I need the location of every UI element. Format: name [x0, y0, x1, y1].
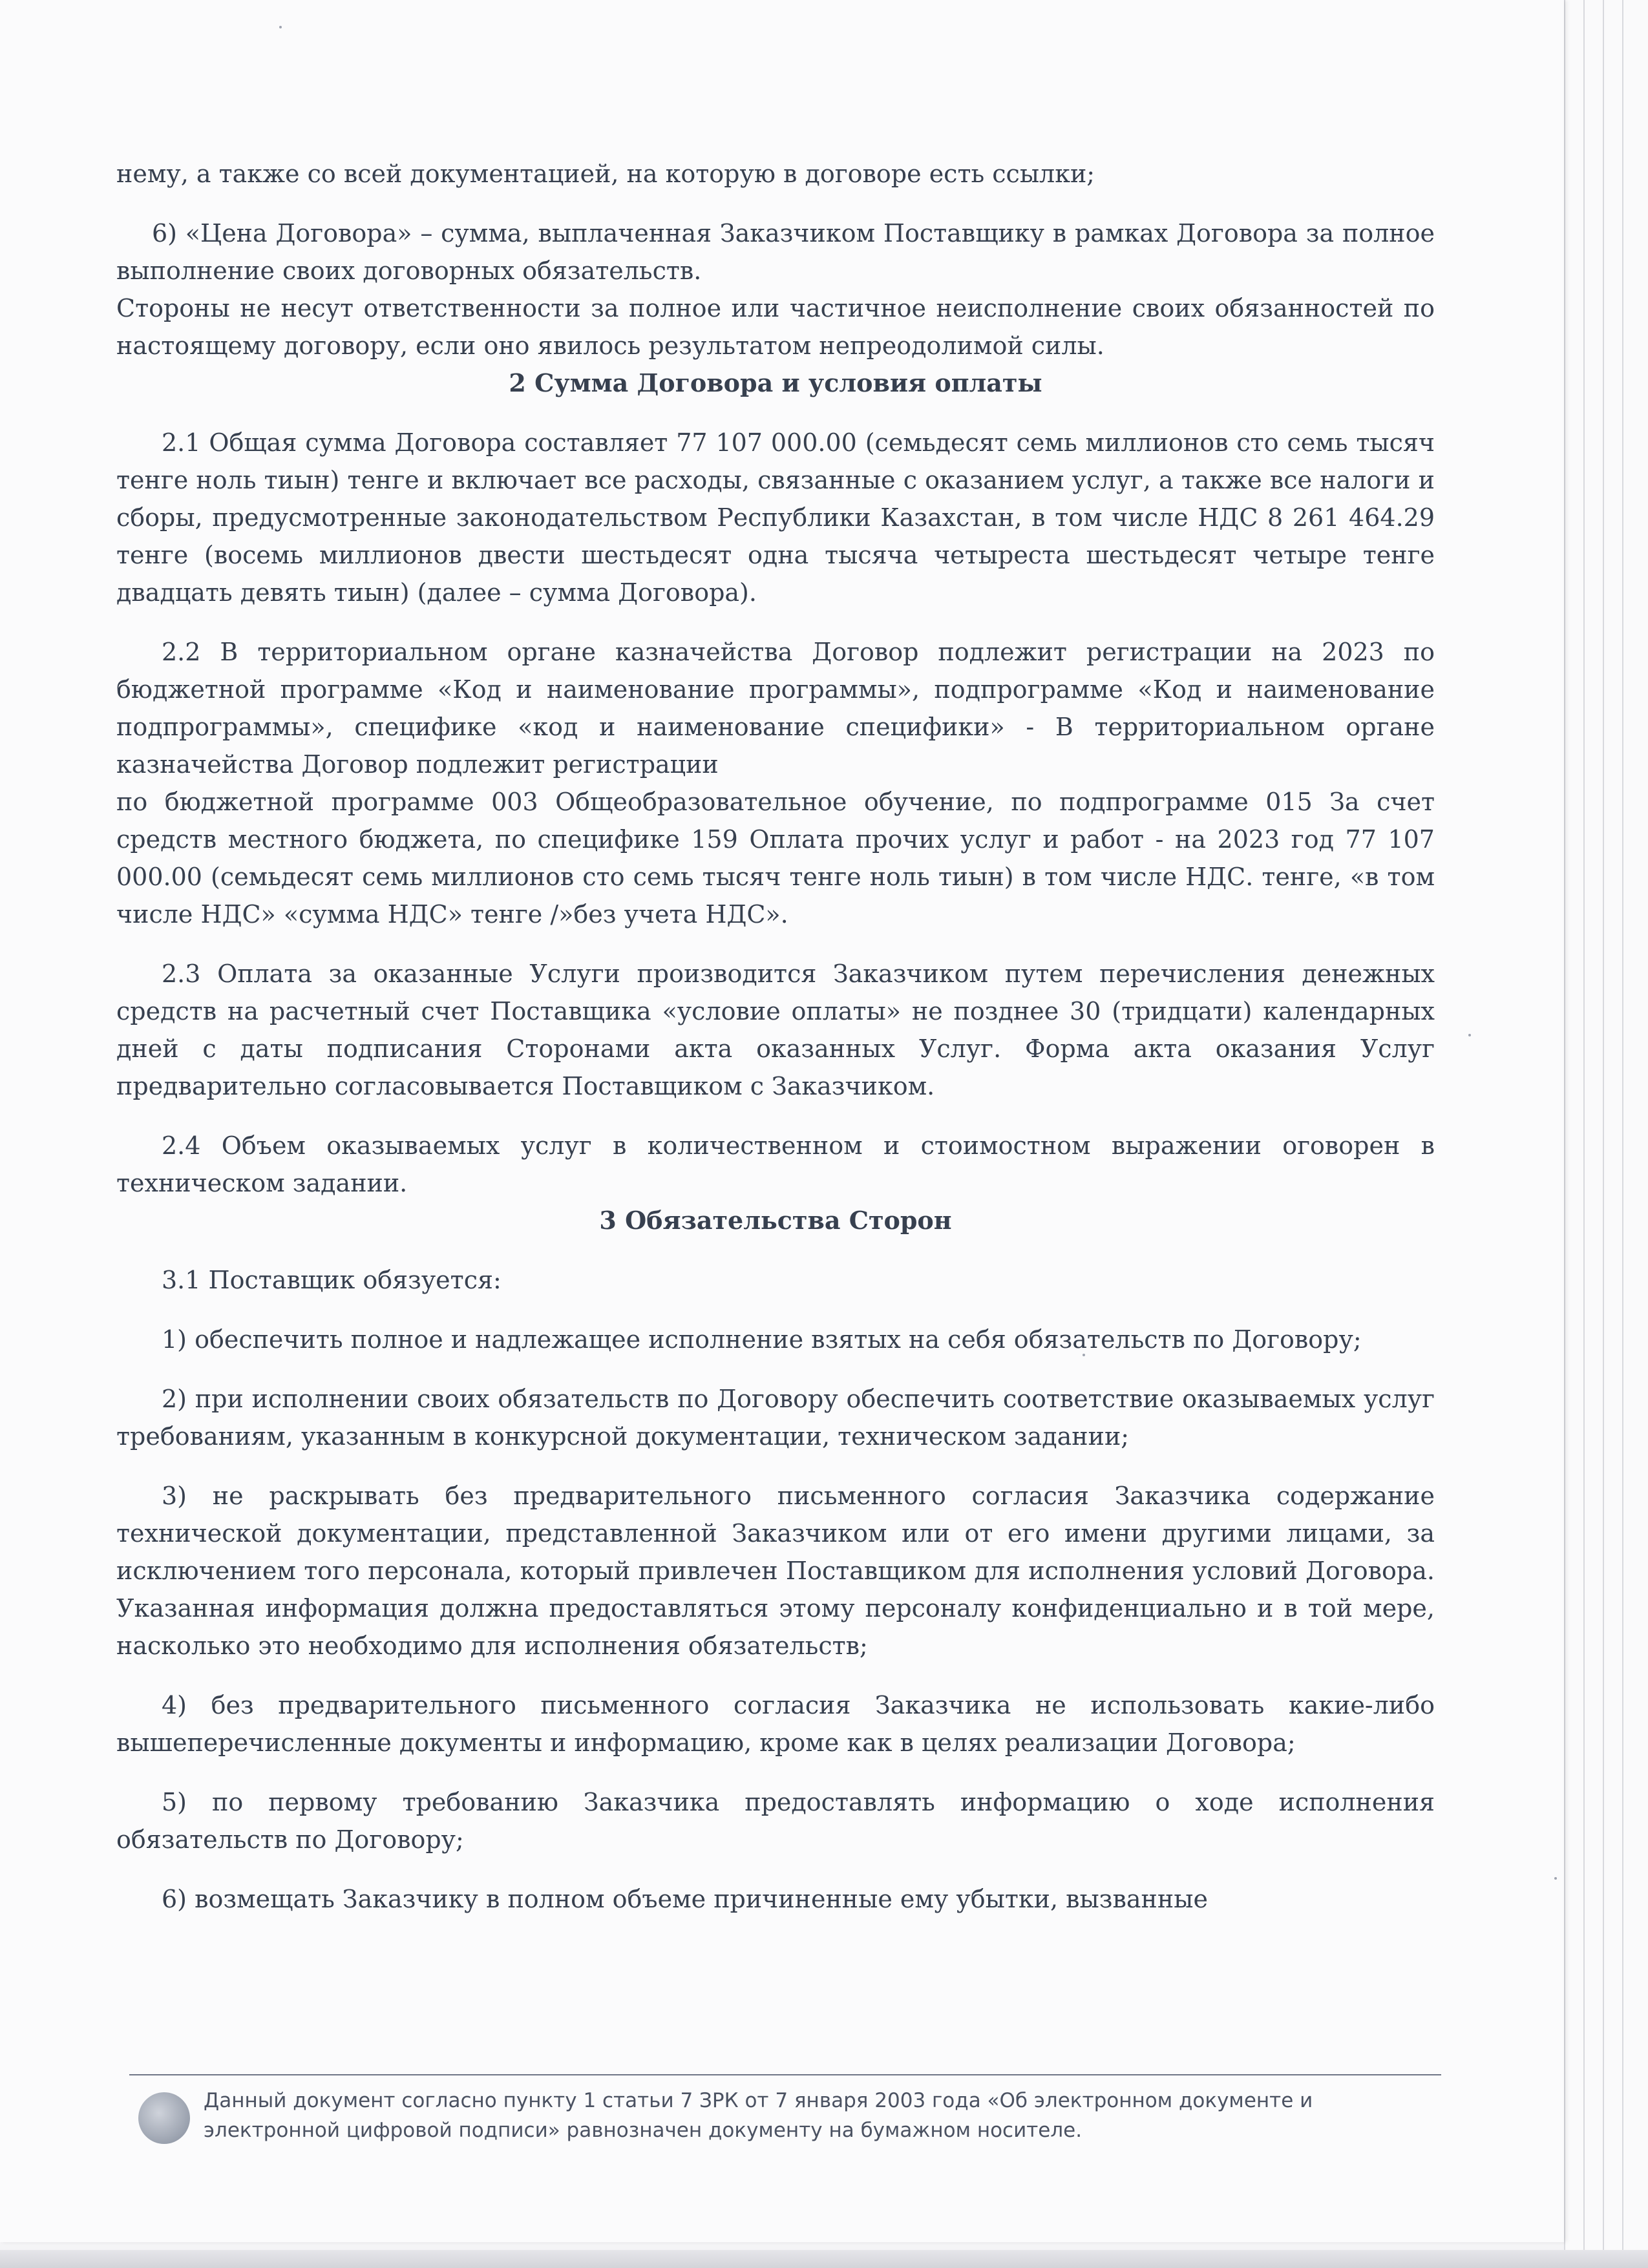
signature-footer: [129, 2074, 1441, 2142]
scan-speck: [1083, 1354, 1085, 1356]
paragraph: 2.2 В территориальном органе казначейства Договор подлежит регистрации на 2023 по бюджетной программе «Код и наименование программы», подпрограмме «Код и наименование подпрограммы», специфике «код и наименование специфики» - В территориальном органе казначейства Договор подлежит регистрации: [116, 638, 1435, 779]
scan-speck: [1554, 1877, 1557, 1880]
paragraph: Стороны не несут ответственности за полное или частичное неисполнение своих обязанностей по настоящему договору, если оно явилось результатом непреодолимой силы.: [116, 294, 1435, 360]
paragraph: 3) не раскрывать без предварительного письменного согласия Заказчика содержание технической документации, представленной Заказчиком или от его имени другими лицами, за исключением того персонала, который привлечен Поставщиком для исполнения условий Договора. Указанная информация должна предоставляться этому персоналу конфиденциально и в той мере, насколько это необходимо для исполнения обязательств;: [116, 1482, 1435, 1660]
paragraph: 2) при исполнении своих обязательств по Договору обеспечить соответствие оказываемых услуг требованиям, указанным в конкурсной документации, техническом задании;: [116, 1385, 1435, 1451]
paragraph: 5) по первому требованию Заказчика предоставлять информацию о ходе исполнения обязательств по Договору;: [116, 1788, 1435, 1854]
paragraph: 6) возмещать Заказчику в полном объеме причиненные ему убытки, вызванные: [162, 1885, 1208, 1913]
footer-note: Данный документ согласно пункту 1 статьи 7 ЗРК от 7 января 2003 года «Об электронном документе и электронной цифровой подписи» равнозначен документу на бумажном носителе.: [204, 2089, 1313, 2142]
paper-stack-edge: [1622, 0, 1648, 2268]
section-heading: 2 Сумма Договора и условия оплаты: [509, 368, 1042, 397]
paragraph: 2.3 Оплата за оказанные Услуги производится Заказчиком путем перечисления денежных средств на расчетный счет Поставщика «условие оплаты» не позднее 30 (тридцати) календарных дней с даты подписания Сторонами акта оказанных Услуг. Форма акта оказания Услуг предварительно согласовывается Поставщиком с Заказчиком.: [116, 960, 1435, 1100]
paragraph: 6) «Цена Договора» – сумма, выплаченная Заказчиком Поставщику в рамках Договора за полное выполнение своих договорных обязательств.: [116, 219, 1435, 285]
scan-speck: [1468, 1034, 1471, 1036]
paragraph: 4) без предварительного письменного согласия Заказчика не использовать какие-либо вышеперечисленные документы и информацию, кроме как в целях реализации Договора;: [116, 1691, 1435, 1757]
paragraph: 2.4 Объем оказываемых услуг в количественном и стоимостном выражении оговорен в техническом задании.: [116, 1131, 1435, 1197]
paragraph: 3.1 Поставщик обязуется:: [162, 1266, 502, 1294]
document-body: [116, 155, 1435, 1918]
egov-seal-icon: [138, 2092, 190, 2144]
section-heading: 3 Обязательства Сторон: [599, 1206, 952, 1235]
paragraph: 2.1 Общая сумма Договора составляет 77 107 000.00 (семьдесят семь миллионов сто семь тысяч тенге ноль тиын) тенге и включает все расходы, связанные с оказанием услуг, а также все налоги и сборы, предусмотренные законодательством Республики Казахстан, в том числе НДС 8 261 464.29 тенге (восемь миллионов двести шестьдесят одна тысяча четыреста шестьдесят четыре тенге двадцать девять тиын) (далее – сумма Договора).: [116, 428, 1435, 607]
paragraph: нему, а также со всей документацией, на которую в договоре есть ссылки;: [116, 160, 1095, 188]
scan-speck: [279, 26, 282, 28]
paragraph: по бюджетной программе 003 Общеобразовательное обучение, по подпрограмме 015 За счет средств местного бюджета, по специфике 159 Оплата прочих услуг и работ - на 2023 год 77 107 000.00 (семьдесят семь миллионов сто семь тысяч тенге ноль тиын) в том числе НДС. тенге, «в том числе НДС» «сумма НДС» тенге /»без учета НДС».: [116, 788, 1435, 929]
scanner-bottom-edge: [0, 2250, 1648, 2268]
paragraph: 1) обеспечить полное и надлежащее исполнение взятых на себя обязательств по Договору;: [162, 1325, 1362, 1354]
